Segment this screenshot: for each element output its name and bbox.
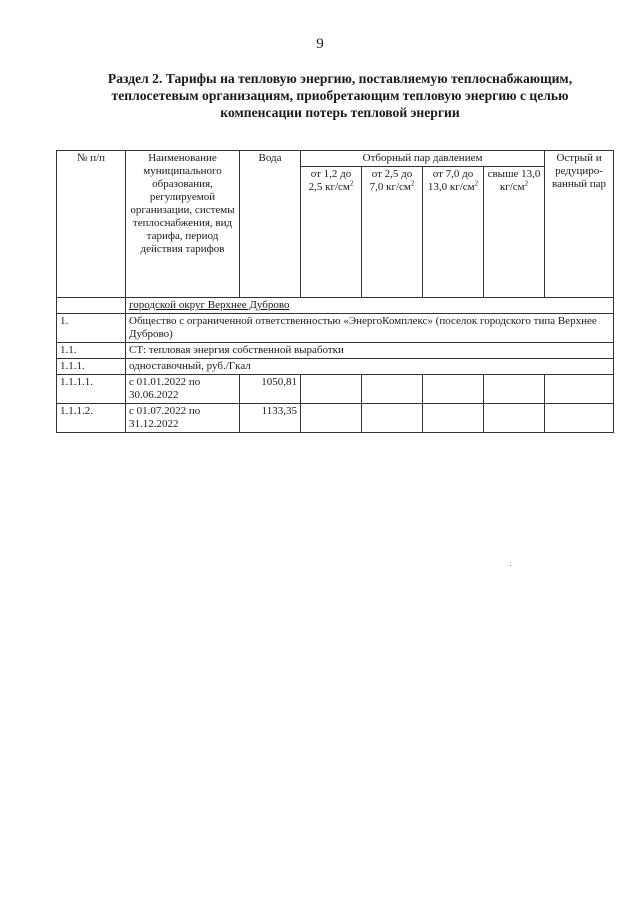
- table-row: [57, 375, 614, 404]
- header-steam-group: Отборный пар давлением: [301, 151, 545, 167]
- page-number: 9: [316, 36, 324, 52]
- empty-cell: [484, 404, 545, 433]
- empty-cell: [301, 375, 362, 404]
- tariff-table: [56, 150, 614, 433]
- row-text: одноставочный, руб./Гкал: [126, 359, 614, 375]
- empty-cell: [423, 375, 484, 404]
- header-sharp-steam: Острый и редуциро-ванный пар: [545, 151, 614, 298]
- empty-cell: [545, 375, 614, 404]
- table-row: [57, 314, 614, 343]
- header-pressure-2: от 2,5 до 7,0 $кг/см^2$: [362, 167, 423, 298]
- header-name: Наименование муниципального образования, регулируемой организации, системы теплоснабжения, вид тарифа, период действия тарифов: [126, 151, 240, 298]
- row-water-value: 1050,81: [240, 375, 301, 404]
- table-row: [57, 359, 614, 375]
- table-row: [57, 343, 614, 359]
- table-row: [57, 404, 614, 433]
- row-period: с 01.01.2022 по 30.06.2022: [126, 375, 240, 404]
- row-number: 1.: [57, 314, 126, 343]
- empty-cell: [423, 404, 484, 433]
- row-number: 1.1.1.: [57, 359, 126, 375]
- empty-cell: [545, 404, 614, 433]
- empty-cell: [362, 404, 423, 433]
- empty-cell: [484, 375, 545, 404]
- row-number: 1.1.1.2.: [57, 404, 126, 433]
- header-pressure-3: от 7,0 до 13,0 $кг/см^2$: [423, 167, 484, 298]
- row-period: с 01.07.2022 по 31.12.2022: [126, 404, 240, 433]
- row-number: 1.1.: [57, 343, 126, 359]
- region-row: [57, 298, 614, 314]
- header-water: Вода: [240, 151, 301, 298]
- row-text: СТ: тепловая энергия собственной выработки: [126, 343, 614, 359]
- empty-cell: [362, 375, 423, 404]
- row-water-value: 1133,35: [240, 404, 301, 433]
- empty-cell: [301, 404, 362, 433]
- header-pressure-4: свыше 13,0 $кг/см^2$: [484, 167, 545, 298]
- region-num: [57, 298, 126, 314]
- scan-speck: [510, 565, 511, 566]
- section-title: Раздел 2. Тарифы на тепловую энергию, поставляемую теплоснабжающим, теплосетевым организациям, приобретающим тепловую энергию с целью компенсации потерь тепловой энергии: [107, 71, 573, 120]
- row-number: 1.1.1.1.: [57, 375, 126, 404]
- row-text: Общество с ограниченной ответственностью «ЭнергоКомплекс» (поселок городского типа Верхнее Дуброво): [126, 314, 614, 343]
- header-number: № п/п: [57, 151, 126, 298]
- region-name: городской округ Верхнее Дуброво: [126, 298, 614, 314]
- header-pressure-1: от 1,2 до 2,5 $кг/см^2$: [301, 167, 362, 298]
